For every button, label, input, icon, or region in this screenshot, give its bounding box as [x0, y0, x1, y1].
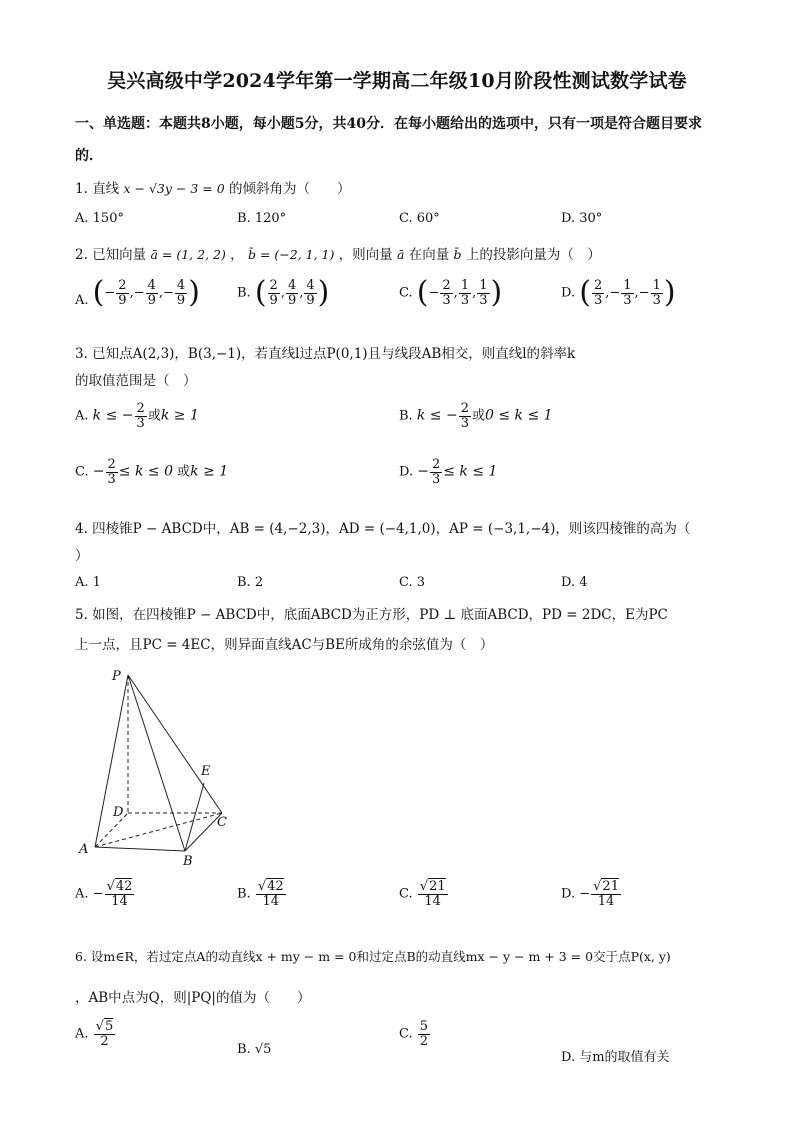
q1-option-c[interactable]: C. 60° [399, 211, 440, 226]
q1-post: 的倾斜角为（ ） [228, 181, 351, 197]
label-a: A [79, 842, 89, 857]
q5-option-d[interactable]: D. − $\frac{√21}{14}$ [561, 879, 619, 909]
pyramid-figure [75, 665, 245, 870]
q5-option-b[interactable]: B. $\frac{√42}{14}$ [237, 879, 284, 909]
q2-a-symbol: ā [396, 247, 405, 262]
question-6-line-2: ，AB中点为Q，则|PQ|的值为（ ） [75, 990, 311, 1006]
question-1 [75, 180, 350, 198]
q1-number: 1. [75, 181, 88, 197]
q4-option-c[interactable]: C. 3 [399, 575, 426, 590]
q1-option-a[interactable]: A. 150° [75, 211, 124, 226]
q2-text3: ，则向量 [338, 247, 393, 263]
question-4-line-2: ） [75, 548, 89, 564]
q2-text5: 上的投影向量为（ ） [465, 247, 601, 263]
question-5-line-2: 上一点，且PC = 4EC，则异面直线AC与BE所成角的余弦值为（ ） [75, 637, 494, 653]
q5-option-c[interactable]: C. $\frac{√21}{14}$ [399, 879, 446, 909]
q3-option-c[interactable]: C. − $\frac{2}{3}$ ≤ k ≤ 0 或k ≥ 1 [75, 457, 229, 487]
question-4-line-1: 4. 四棱锥P − ABCD中，AB = (4,−2,3)，AD = (−4,1,0)，AP = (−3,1,−4)，则该四棱锥的高为（ [75, 521, 691, 537]
question-2 [75, 246, 601, 264]
question-6-line-1: 6. 设m∈R，若过定点A的动直线x + my − m = 0和过定点B的动直线mx − y − m + 3 = 0交于点P(x, y) [75, 949, 671, 964]
q1-equation: x − √3y − 3 = 0 [123, 181, 225, 196]
label-p: P [112, 669, 121, 684]
section-heading: 一、单选题：本题共8小题，每小题5分，共40分．在每小题给出的选项中，只有一项是符合题目要求的． [75, 116, 702, 164]
label-c: C [217, 815, 227, 830]
q2-b-symbol: b̄ [453, 247, 462, 262]
q3-option-b[interactable]: B. k ≤ − $\frac{2}{3}$ 或0 ≤ k ≤ 1 [399, 401, 553, 431]
q2-option-d[interactable]: D. ( $\frac{2}{3}$ ,− $\frac{1}{3}$ ,− $\frac{1}{3}$ ) [561, 275, 676, 310]
q2-option-a[interactable]: A. (− $\frac{2}{9}$ ,− $\frac{4}{9}$ ,− $\frac{4}{9}$ ) [75, 275, 200, 310]
exam-title: 吴兴高级中学2024学年第一学期高二年级10月阶段性测试数学试卷 [107, 70, 687, 92]
q4-option-d[interactable]: D. 4 [561, 575, 588, 590]
edge-pa [95, 675, 128, 847]
q6-option-a[interactable]: A. $\frac{√5}{2}$ [75, 1019, 114, 1049]
q1-option-d[interactable]: D. 30° [561, 211, 603, 226]
q6-option-d[interactable]: D. 与m的取值有关 [561, 1050, 670, 1065]
q2-text4: 在向量 [408, 247, 450, 263]
question-3-line-1: 3. 已知点A(2,3)，B(3,−1)，若直线l过点P(0,1)且与线段AB相交，则直线l的斜率k [75, 346, 576, 362]
q1-option-b[interactable]: B. 120° [237, 211, 287, 226]
question-5-line-1: 5. 如图，在四棱锥P − ABCD中，底面ABCD为正方形，PD ⊥ 底面ABCD，PD = 2DC，E为PC [75, 607, 668, 623]
q6-option-b[interactable]: B. √5 [237, 1042, 272, 1057]
edge-ab [95, 847, 185, 851]
q2-vector-a: ā = (1, 2, 2) [150, 247, 226, 262]
q2-vector-b: b̄ = (−2, 1, 1) [247, 247, 335, 262]
q2-number: 2. [75, 247, 88, 263]
label-d: D [113, 805, 124, 820]
q2-option-c[interactable]: C. (− $\frac{2}{3}$ , $\frac{1}{3}$ , $\frac{1}{3}$ ) [399, 275, 503, 310]
q3-option-a[interactable]: A. k ≤ − $\frac{2}{3}$ 或k ≥ 1 [75, 401, 199, 431]
q3-option-d[interactable]: D. − $\frac{2}{3}$ ≤ k ≤ 1 [399, 457, 498, 487]
q1-pre: 直线 [92, 181, 120, 197]
q5-option-a[interactable]: A. − $\frac{√42}{14}$ [75, 879, 133, 909]
label-b: B [183, 854, 193, 869]
label-e: E [201, 764, 211, 779]
edge-pb [128, 675, 185, 851]
q4-option-b[interactable]: B. 2 [237, 575, 264, 590]
q2-text1: 已知向量 [92, 247, 147, 263]
q6-option-c[interactable]: C. $\frac{5}{2}$ [399, 1019, 429, 1049]
q2-text2: ， [230, 247, 244, 263]
edge-pc [128, 675, 222, 813]
q2-option-b[interactable]: B. ( $\frac{2}{9}$ , $\frac{4}{9}$ , $\frac{4}{9}$ ) [237, 275, 330, 310]
question-3-line-2: 的取值范围是（ ） [75, 373, 197, 389]
q4-option-a[interactable]: A. 1 [75, 575, 101, 590]
